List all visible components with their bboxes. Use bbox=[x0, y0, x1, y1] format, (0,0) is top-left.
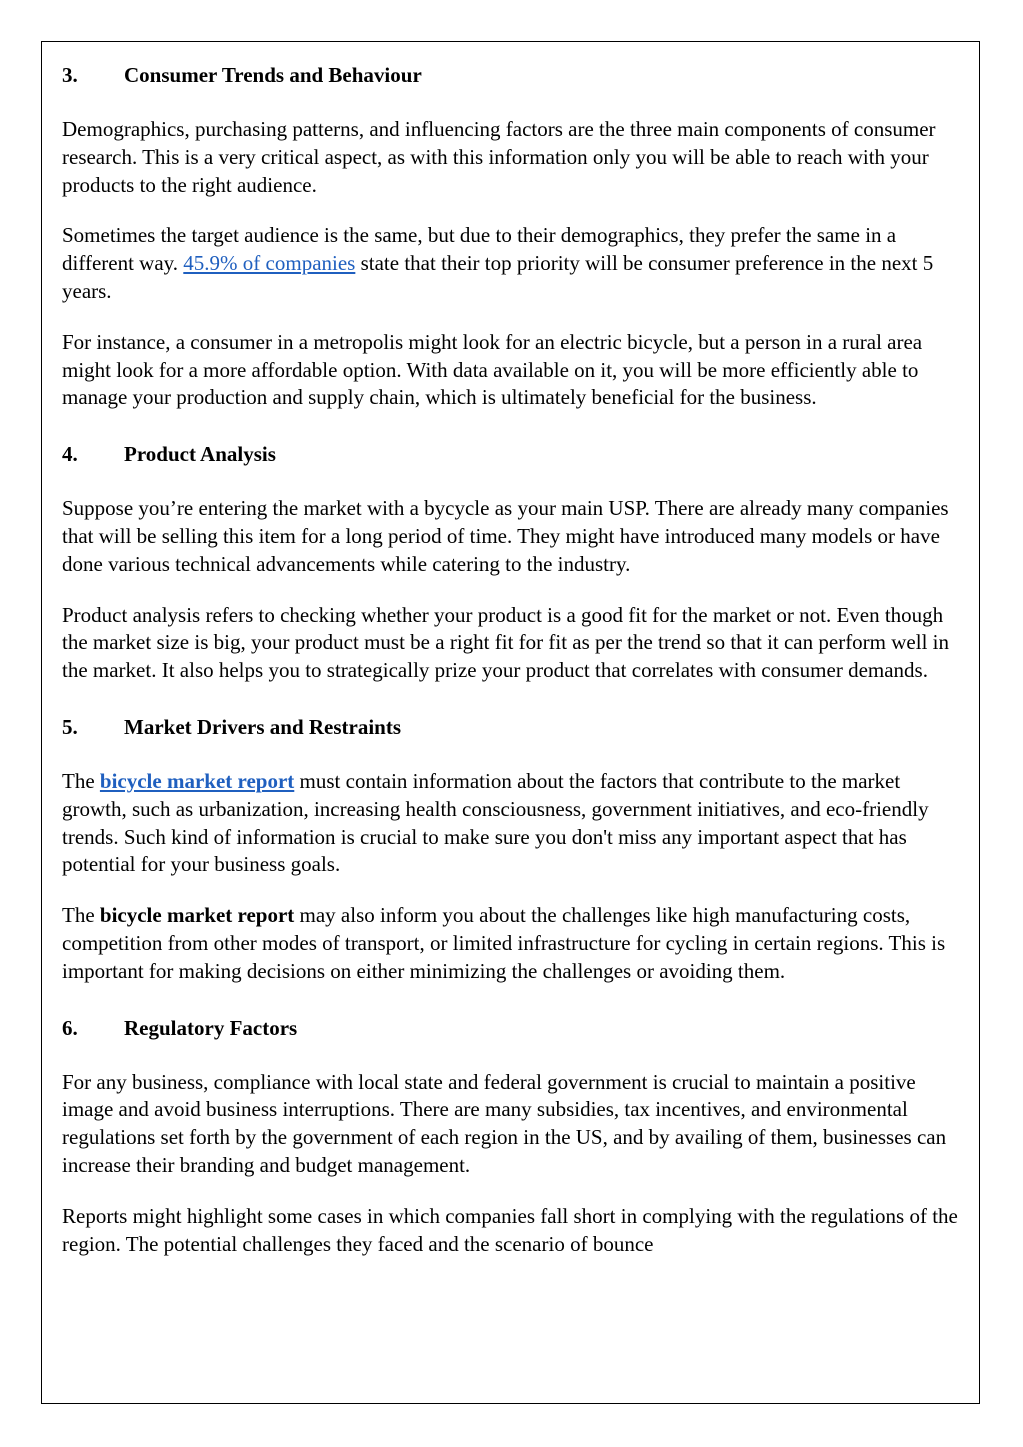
section-heading-4 bbox=[62, 439, 960, 469]
bold-phrase: bicycle market report bbox=[99, 903, 295, 928]
paragraph-text: must contain information about the factors that contribute to the market growth, such as urbanization, increasing health consciousness, government initiatives, and eco-friendly trends. Such kind of information is crucial to make sure you don't miss any important aspect that has potential for your business goals. bbox=[62, 768, 929, 877]
paragraph: Demographics, purchasing patterns, and influencing factors are the three main components of consumer research. This is a very critical aspect, as with this information only you will be able to reach with your products to the right audience. bbox=[62, 117, 936, 197]
paragraph bbox=[62, 222, 960, 305]
paragraph-text: The bbox=[62, 768, 100, 793]
paragraph bbox=[62, 768, 960, 879]
section-heading-6 bbox=[62, 1013, 960, 1043]
document-body bbox=[62, 60, 960, 1258]
section-number: 5. bbox=[62, 714, 78, 739]
bicycle-market-report-link[interactable]: bicycle market report bbox=[99, 768, 295, 793]
paragraph: Product analysis refers to checking whether your product is a good fit for the market or not. Even though the market size is big, your product must be a right fit for fit as per the trend so that it can perform well in the market. It also helps you to strategically prize your product that correlates with consumer demands. bbox=[62, 602, 950, 683]
paragraph-text: Sometimes the target audience is the same, but due to their demographics, they prefer the same in a different way. bbox=[62, 223, 897, 276]
section-number: 4. bbox=[62, 442, 78, 467]
section-title: Product Analysis bbox=[124, 442, 276, 467]
paragraph-text: state that their top priority will be consumer preference in the next 5 years. bbox=[62, 251, 934, 303]
paragraph: For instance, a consumer in a metropolis might look for an electric bicycle, but a person in a rural area might look for a more affordable option. With data available on it, you will be more efficiently able to manage your production and supply chain, which is ultimately beneficial for the business. bbox=[62, 329, 923, 410]
paragraph-text: The bbox=[62, 903, 100, 928]
paragraph: Reports might highlight some cases in which companies fall short in complying with the regulations of the region. The potential challenges they faced and the scenario of bounce bbox=[62, 1203, 958, 1256]
section-number: 3. bbox=[62, 63, 78, 87]
paragraph-text: may also inform you about the challenges like high manufacturing costs, competition from other modes of transport, or limited infrastructure for cycling in certain regions. This is important for making decisions on either minimizing the challenges or avoiding them. bbox=[62, 903, 946, 983]
paragraph: For any business, compliance with local state and federal government is crucial to maintain a positive image and avoid business interruptions. There are many subsidies, tax incentives, and environmental regulations set forth by the government of each region in the US, and by availing of them, businesses can increase their branding and budget management. bbox=[62, 1069, 947, 1177]
paragraph: Suppose you’re entering the market with a bycycle as your main USP. There are already many companies that will be selling this item for a long period of time. They might have introduced many models or have done various technical advancements while catering to the industry. bbox=[62, 496, 949, 576]
paragraph bbox=[62, 902, 960, 985]
section-title: Consumer Trends and Behaviour bbox=[124, 63, 422, 87]
companies-statistic-link[interactable]: 45.9% of companies bbox=[183, 251, 356, 276]
section-title: Market Drivers and Restraints bbox=[124, 714, 402, 739]
section-heading-3 bbox=[62, 60, 960, 90]
section-number: 6. bbox=[62, 1015, 78, 1040]
section-title: Regulatory Factors bbox=[124, 1015, 298, 1040]
section-heading-5 bbox=[62, 712, 960, 742]
